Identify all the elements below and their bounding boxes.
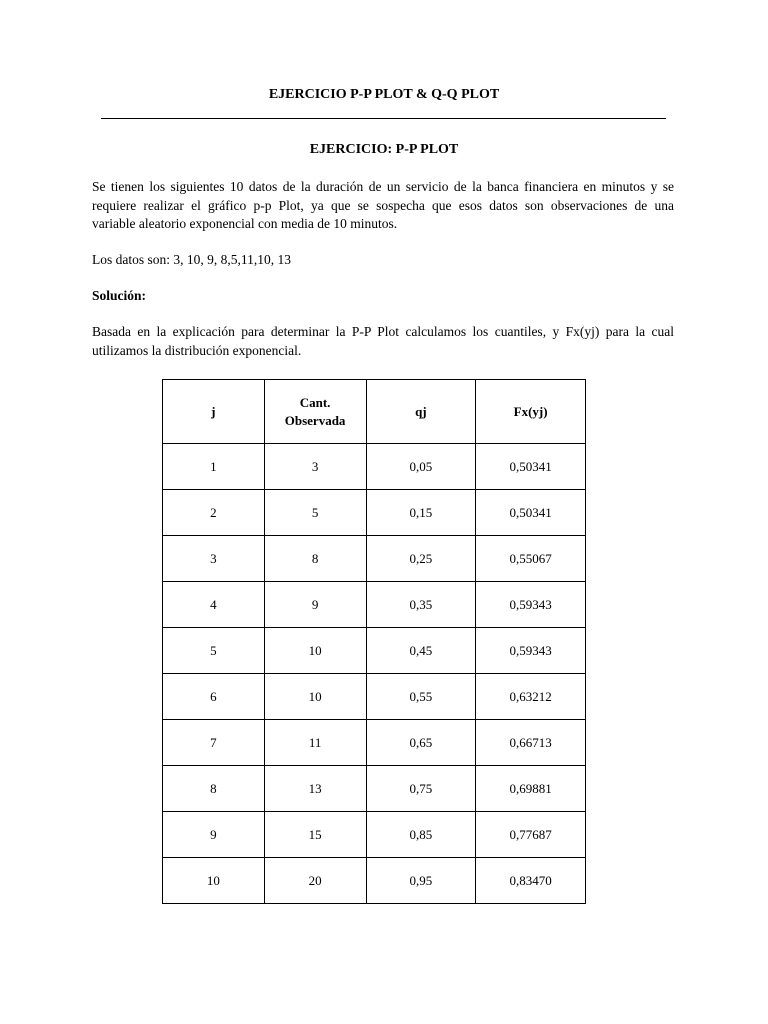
exercise-subtitle: EJERCICIO: P-P PLOT [309, 142, 459, 157]
title-underline [101, 118, 666, 119]
cell-qj: 0,65 [366, 720, 476, 766]
cell-j: 7 [163, 720, 265, 766]
cell-qj: 0,75 [366, 766, 476, 812]
cell-qj: 0,35 [366, 582, 476, 628]
cell-fx-yj: 0,59343 [476, 628, 586, 674]
data-values-line: Los datos son: 3, 10, 9, 8,5,11,10, 13 [92, 252, 291, 267]
table-row [163, 536, 586, 582]
header-fx-yj: Fx(yj) [476, 380, 586, 444]
cell-j: 8 [163, 766, 265, 812]
cell-qj: 0,55 [366, 674, 476, 720]
table-row [163, 444, 586, 490]
document-title: EJERCICIO P-P PLOT & Q-Q PLOT [268, 87, 500, 102]
table-row [163, 674, 586, 720]
cell-fx-yj: 0,50341 [476, 490, 586, 536]
cell-j: 6 [163, 674, 265, 720]
cell-j: 9 [163, 812, 265, 858]
cell-qj: 0,15 [366, 490, 476, 536]
cell-fx-yj: 0,77687 [476, 812, 586, 858]
cell-fx-yj: 0,55067 [476, 536, 586, 582]
pp-plot-table [162, 379, 586, 904]
header-cant-observada [264, 380, 366, 444]
explanation-paragraph [92, 323, 674, 360]
cell-j: 3 [163, 536, 265, 582]
explanation-line: utilizamos la distribución exponencial. [92, 342, 302, 358]
cell-fx-yj: 0,59343 [476, 582, 586, 628]
cell-qj: 0,05 [366, 444, 476, 490]
solution-heading: Solución: [92, 288, 147, 303]
table-row [163, 766, 586, 812]
cell-qj: 0,95 [366, 858, 476, 904]
cell-fx-yj: 0,83470 [476, 858, 586, 904]
pp-plot-table-container [162, 379, 586, 904]
cell-cant-observada: 13 [264, 766, 366, 812]
header-qj: qj [366, 380, 476, 444]
cell-cant-observada: 10 [264, 674, 366, 720]
cell-j: 10 [163, 858, 265, 904]
cell-j: 5 [163, 628, 265, 674]
cell-fx-yj: 0,63212 [476, 674, 586, 720]
cell-j: 1 [163, 444, 265, 490]
header-cant-line: Cant. [299, 394, 331, 410]
cell-cant-observada: 20 [264, 858, 366, 904]
table-row [163, 812, 586, 858]
cell-qj: 0,85 [366, 812, 476, 858]
table-row [163, 858, 586, 904]
intro-line: requiere realizar el gráfico p-p Plot, ya que se sospecha que esos datos son observaciones de una [92, 197, 674, 213]
cell-j: 4 [163, 582, 265, 628]
cell-qj: 0,45 [366, 628, 476, 674]
table-row [163, 720, 586, 766]
cell-cant-observada: 10 [264, 628, 366, 674]
header-j: j [163, 380, 265, 444]
cell-cant-observada: 5 [264, 490, 366, 536]
cell-j: 2 [163, 490, 265, 536]
cell-cant-observada: 9 [264, 582, 366, 628]
cell-fx-yj: 0,69881 [476, 766, 586, 812]
cell-fx-yj: 0,50341 [476, 444, 586, 490]
explanation-line: Basada en la explicación para determinar la P-P Plot calculamos los cuantiles, y Fx(yj) para la cual [92, 324, 674, 339]
cell-qj: 0,25 [366, 536, 476, 582]
table-row [163, 490, 586, 536]
table-row [163, 582, 586, 628]
cell-cant-observada: 3 [264, 444, 366, 490]
table-header-row [163, 380, 586, 444]
cell-cant-observada: 15 [264, 812, 366, 858]
intro-line: Se tienen los siguientes 10 datos de la duración de un servicio de la banca financiera en minutos y se [92, 179, 674, 194]
cell-fx-yj: 0,66713 [476, 720, 586, 766]
table-row [163, 628, 586, 674]
cell-cant-observada: 8 [264, 536, 366, 582]
header-observada-line: Observada [284, 412, 346, 428]
intro-line: variable aleatorio exponencial con media de 10 minutos. [92, 216, 398, 231]
cell-cant-observada: 11 [264, 720, 366, 766]
intro-paragraph [92, 178, 674, 234]
